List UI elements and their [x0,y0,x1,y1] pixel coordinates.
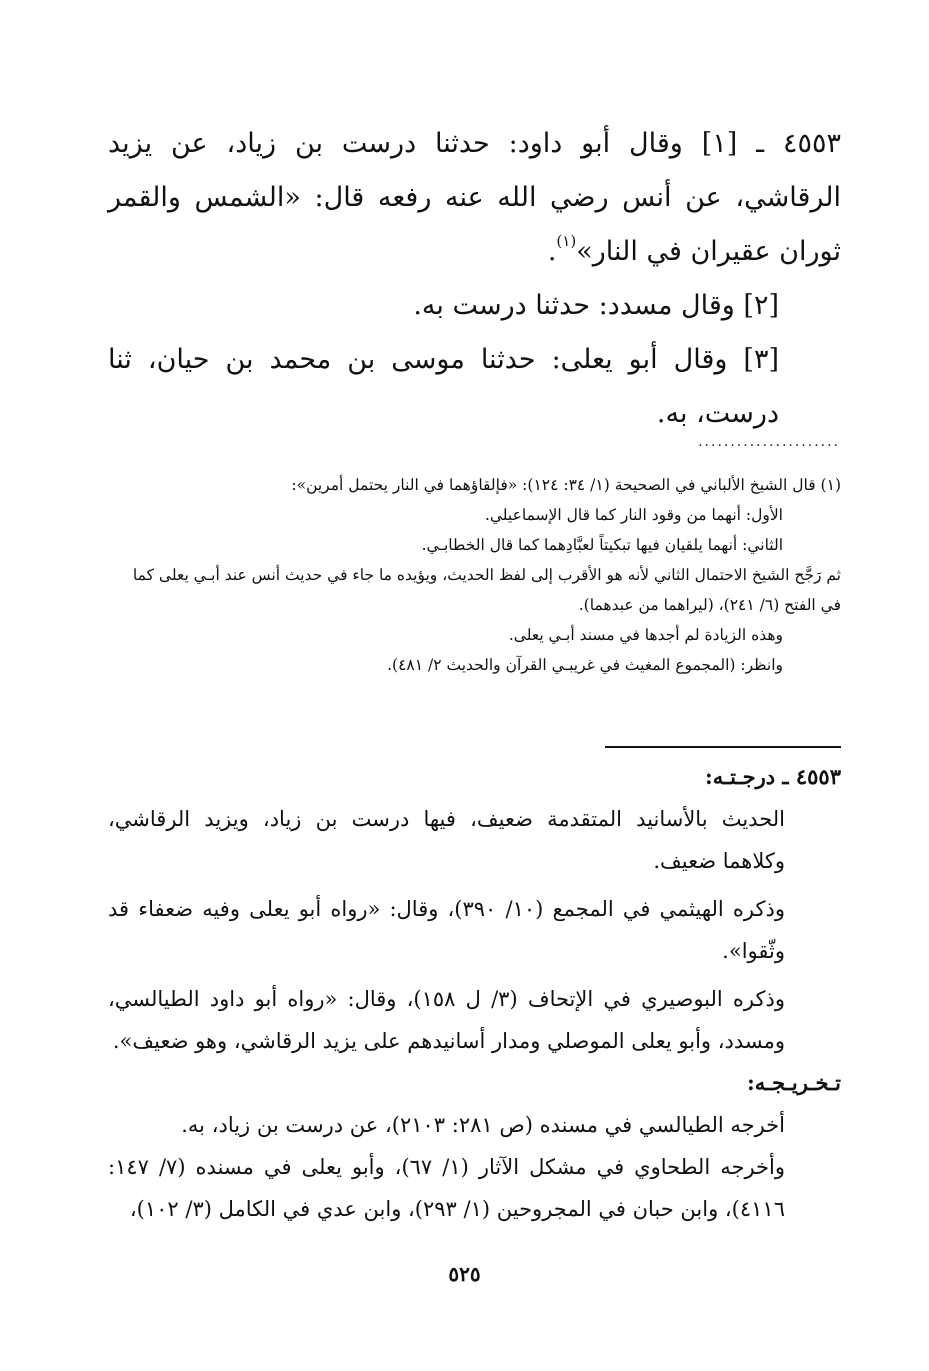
footnote-line: ثم رَجَّح الشيخ الاحتمال الثاني لأنه هو الأقرب إلى لفظ الحديث، ويؤيده ما جاء في حديث أنس عند أبـي يعلى كما في الفتح (٦/ ٢٤١)، (ليراهما من عبدهما). [132,566,841,614]
section-divider [605,746,841,748]
takhrij-paragraph: أخرجه الطيالسي في مسنده (ص ٢٨١: ٢١٠٣)، عن درست بن زياد، به. [181,1113,785,1137]
hadith-2-paragraph: [٢] وقال مسدد: حدثنا درست به. [413,290,779,321]
footnote-block [108,470,841,680]
takhrij-heading: تـخـريـجـه: [746,1070,841,1095]
grade-paragraph: الحديث بالأسانيد المتقدمة ضعيف، فيها درست بن زياد، ويزيد الرقاشي، وكلاهما ضعيف. [108,807,785,873]
grade-paragraph: وذكره الهيثمي في المجمع (١٠/ ٣٩٠)، وقال: «رواه أبو يعلى وفيه ضعفاء قد وثّقوا». [108,897,785,963]
main-hadith-text [108,117,841,441]
hadith-1-text: ٤٥٥٣ ـ [١] وقال أبو داود: حدثنا درست بن زياد، عن يزيد الرقاشي، عن أنس رضي الله عنه رفعه قال: «الشمس والقمر ثوران عقيران في النار» [108,128,841,267]
footnote-line: وهذه الزيادة لم أجدها في مسند أبـي يعلى. [508,626,783,644]
grade-heading: ٤٥٥٣ ـ درجـتـه: [704,764,841,789]
grade-paragraph: وذكره البوصيري في الإتحاف (٣/ ل ١٥٨)، وقال: «رواه أبو داود الطيالسي، ومسدد، وأبو يعلى الموصلي ومدار أسانيدهم على يزيد الرقاشي، وهو ضعيف». [108,987,786,1053]
hadith-3-paragraph: [٣] وقال أبو يعلى: حدثنا موسى بن محمد بن حيان، ثنا درست، به. [108,344,779,429]
hadith-1-paragraph [108,117,841,279]
footnote-line: (١) قال الشيخ الألباني في الصحيحة (١/ ٣٤: ١٢٤): «فإلقاؤهما في النار يحتمل أمرين»: [291,476,841,494]
hadith-1-end: . [547,236,557,267]
takhrij-paragraph: وأخرجه الطحاوي في مشكل الآثار (١/ ٦٧)، وأبو يعلى في مسنده (٧/ ١٤٧: ٤١١٦)، وابن حبان في المجروحين (١/ ٢٩٣)، وابن عدي في الكامل (٣/ ١٠٢)، [108,1155,785,1221]
footnote-ref-1: (١) [556,232,577,250]
page-number: ٥٢٥ [448,1262,481,1286]
footnote-line: الثاني: أنهما يلقيان فيها تبكيتاً لعبَّادِهما كما قال الخطابـي. [421,536,783,554]
footnote-line: الأول: أنهما من وقود النار كما قال الإسماعيلي. [484,506,783,524]
grade-and-takhrij [108,756,841,1230]
footnote-separator: ...................... [698,434,840,450]
footnote-line: وانظر: (المجموع المغيث في غريبـي القرآن والحديث ٢/ ٤٨١). [387,656,783,674]
